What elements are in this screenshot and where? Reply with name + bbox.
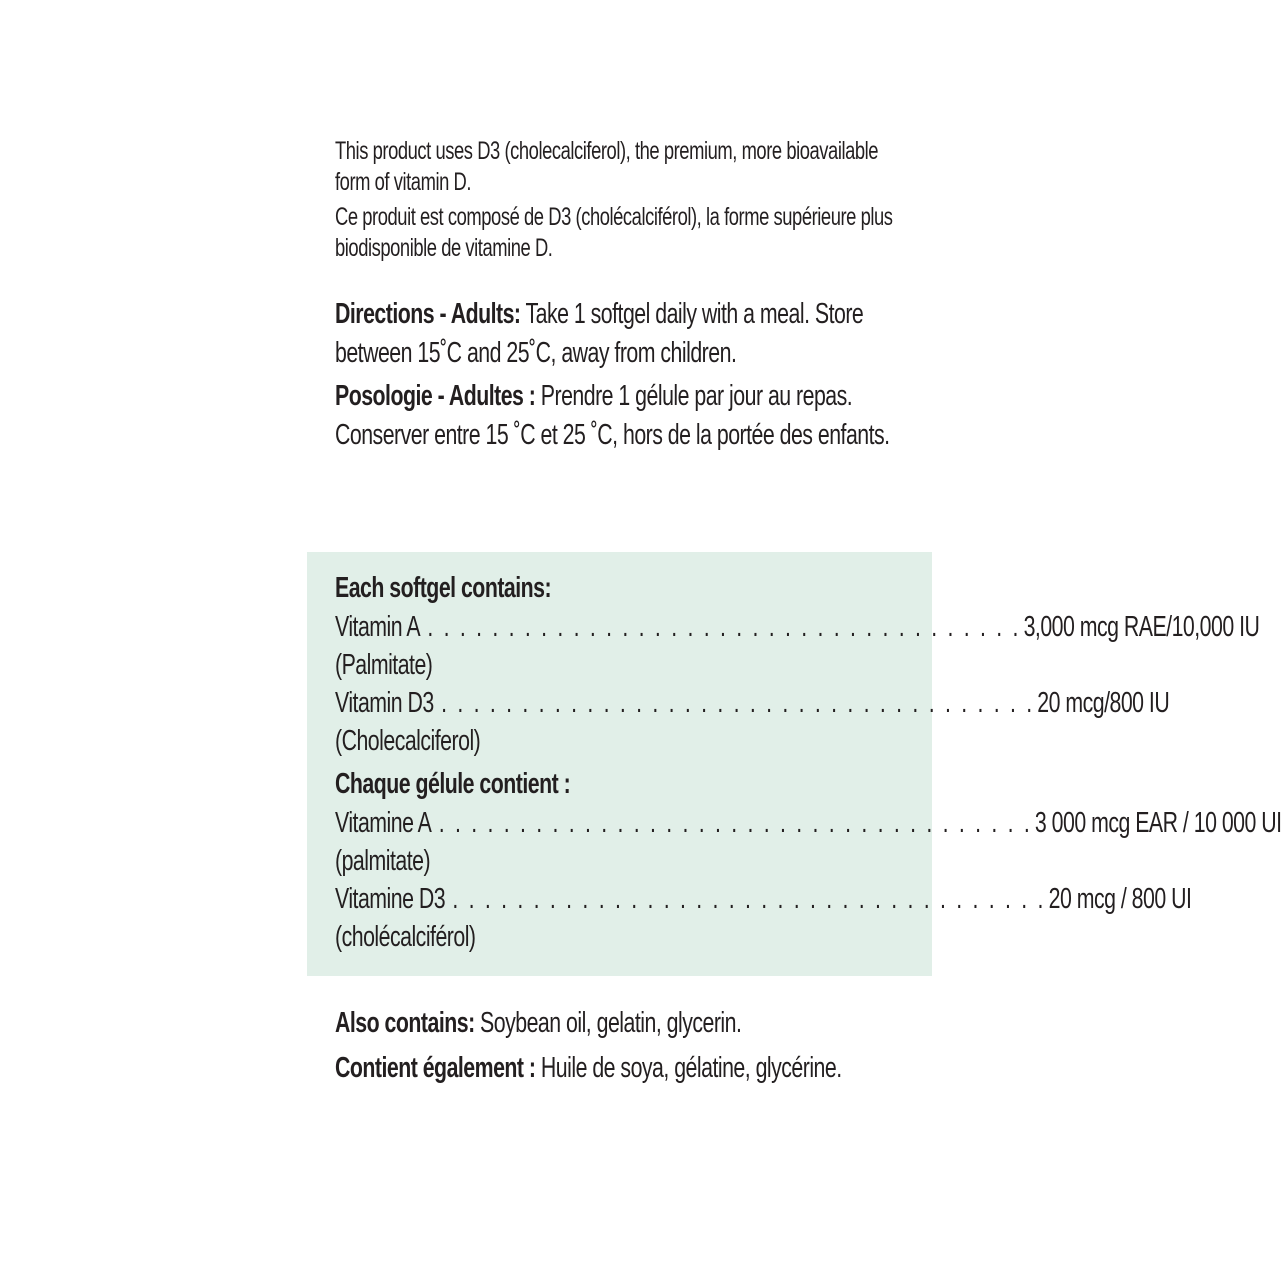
- ingredient-item: [335, 608, 1260, 684]
- also-contains-english: [335, 1004, 916, 1043]
- dot-leader: . . . . . . . . . . . . . . . . . . . . . . . . . . . . . . . . . . . . .: [452, 883, 1046, 915]
- ingredient-form: (palmitate): [335, 845, 431, 877]
- ingredient-amount: 20 mcg/800 IU: [1037, 687, 1170, 719]
- ingredients-section: [335, 568, 1282, 956]
- also-contains-french-text: Huile de soya, gélatine, glycérine.: [535, 1052, 842, 1084]
- ingredient-amount: 20 mcg / 800 UI: [1048, 883, 1192, 915]
- dot-leader: . . . . . . . . . . . . . . . . . . . . . . . . . . . . . . . . . . . . .: [441, 687, 1035, 719]
- ingredient-name: Vitamine D3: [335, 883, 446, 915]
- also-contains-english-text: Soybean oil, gelatin, glycerin.: [474, 1007, 742, 1039]
- ingredient-row: [335, 608, 1260, 646]
- ingredient-form: (Palmitate): [335, 649, 433, 681]
- ingredient-form: (Cholecalciferol): [335, 725, 481, 757]
- intro-english: This product uses D3 (cholecalciferol), the premium, more bioavailable form of vitamin D.: [335, 137, 879, 196]
- dot-leader: . . . . . . . . . . . . . . . . . . . . . . . . . . . . . . . . . . . . .: [427, 611, 1021, 643]
- ingredient-name: Vitamin D3: [335, 687, 434, 719]
- ingredients-heading-french: Chaque gélule contient :: [335, 768, 571, 800]
- ingredient-row: [335, 684, 1170, 722]
- intro-french: Ce produit est composé de D3 (cholécalciférol), la forme supérieure plus biodisponible de vitamine D.: [335, 203, 893, 262]
- directions-section: [335, 295, 916, 459]
- dot-leader: . . . . . . . . . . . . . . . . . . . . . . . . . . . . . . . . . . . . .: [438, 807, 1032, 839]
- ingredient-amount: 3 000 mcg EAR / 10 000 UI: [1034, 807, 1282, 839]
- directions-french-label: Posologie - Adultes :: [335, 380, 536, 412]
- also-contains-section: [335, 1004, 916, 1094]
- directions-english-text: Take 1 softgel daily with a meal. Store between 15˚C and 25˚C, away from children.: [335, 298, 864, 369]
- ingredient-item: [335, 684, 1170, 760]
- directions-french: [335, 377, 916, 455]
- ingredient-row: [335, 804, 1282, 842]
- also-contains-english-label: Also contains:: [335, 1007, 475, 1039]
- ingredient-amount: 3,000 mcg RAE/10,000 IU: [1023, 611, 1260, 643]
- ingredient-item: [335, 804, 1282, 880]
- directions-english: [335, 295, 916, 373]
- ingredient-form: (cholécalciférol): [335, 921, 476, 953]
- intro-section: [335, 136, 916, 268]
- ingredient-name: Vitamin A: [335, 611, 421, 643]
- also-contains-french-label: Contient également :: [335, 1052, 536, 1084]
- directions-french-text: Prendre 1 gélule par jour au repas. Conserver entre 15 ˚C et 25 ˚C, hors de la portée des enfants.: [335, 380, 890, 451]
- ingredient-item: [335, 880, 1192, 956]
- also-contains-french: [335, 1049, 916, 1088]
- directions-english-label: Directions - Adults:: [335, 298, 521, 330]
- ingredients-heading-english: Each softgel contains:: [335, 572, 552, 604]
- ingredient-name: Vitamine A: [335, 807, 432, 839]
- ingredient-row: [335, 880, 1192, 918]
